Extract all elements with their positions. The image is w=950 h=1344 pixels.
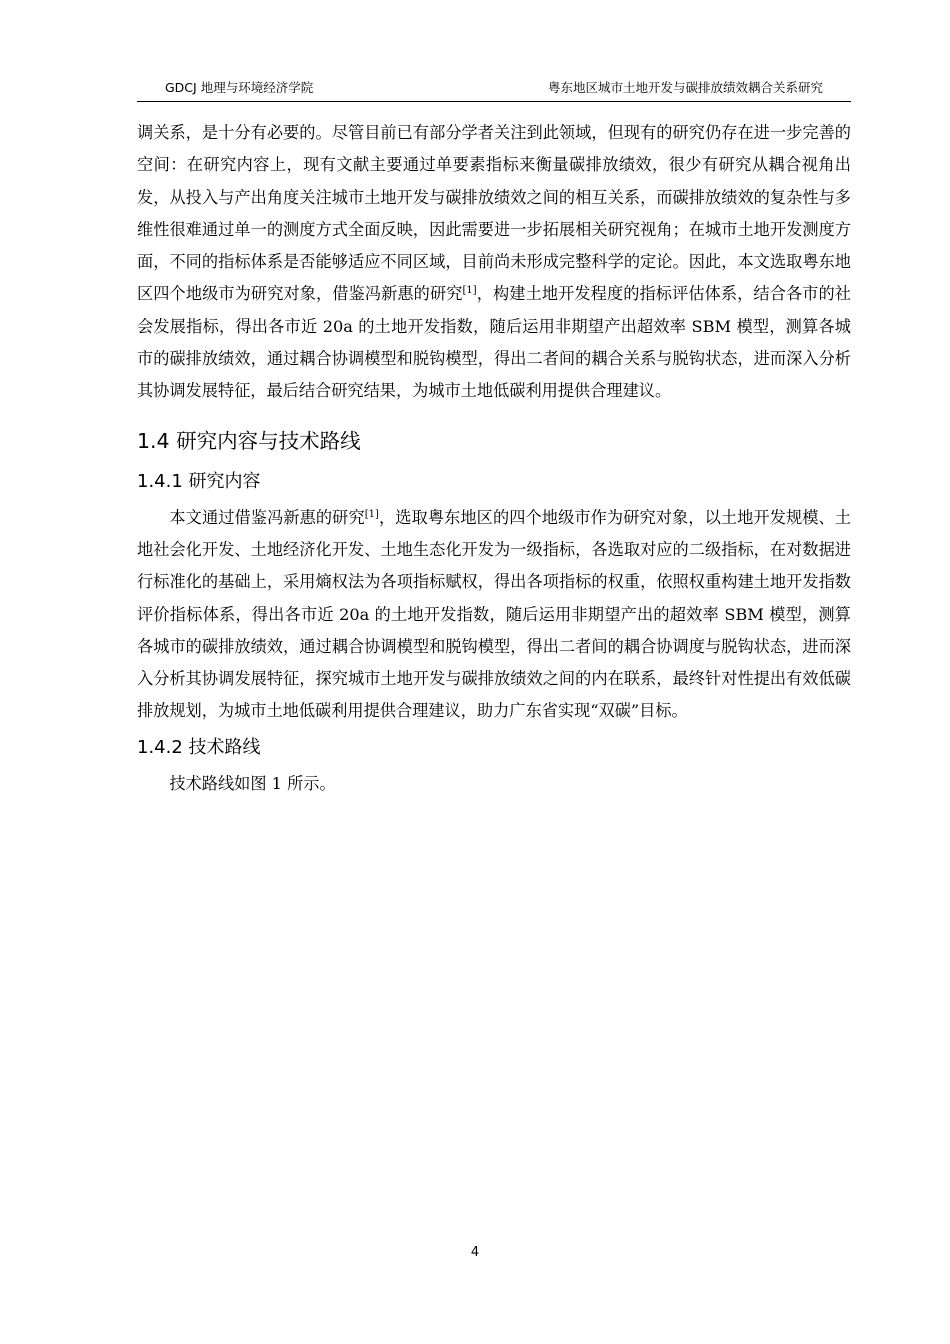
citation-marker[interactable]: [1] <box>462 285 477 297</box>
citation-marker[interactable]: [1] <box>364 508 379 520</box>
header-divider <box>137 101 851 102</box>
paragraph-continued <box>137 117 851 408</box>
paragraph-text: ，选取粤东地区的四个地级市作为研究对象，以土地开发规模、土地社会化开发、土地经济化开发、土地生态化开发为一级指标，各选取对应的二级指标，在对数据进行标准化的基础上，采用熵权法为各项指标赋权，得出各项指标的权重，依照权重构建土地开发指数评价指标体系，得出各市近 20a 的土地开发指数，随后运用非期望产出的超效率 SBM 模型，测算各城市的碳排放绩效，通过耦合协调模型和脱钩模型，得出二者间的耦合协调度与脱钩状态，进而深入分析其协调发展特征，探究城市土地开发与碳排放绩效之间的内在联系，最终针对性提出有效低碳排放规划，为城市土地低碳利用提供合理建议，助力广东省实现“双碳”目标。 <box>137 507 852 721</box>
running-header <box>137 78 851 98</box>
page-number: 4 <box>470 1245 480 1260</box>
section-heading-1-4: 1.4 研究内容与技术路线 <box>137 428 361 453</box>
paragraph-technical-route: 技术路线如图 1 所示。 <box>169 773 336 793</box>
subsection-heading-1-4-1: 1.4.1 研究内容 <box>137 470 261 492</box>
paragraph-text: 调关系，是十分有必要的。尽管目前已有部分学者关注到此领域，但现有的研究仍存在进一步完善的空间：在研究内容上，现有文献主要通过单要素指标来衡量碳排放绩效，很少有研究从耦合视角出发，从投入与产出角度关注城市土地开发与碳排放绩效之间的相互关系，而碳排放绩效的复杂性与多维性很难通过单一的测度方式全面反映，因此需要进一步拓展相关研究视角；在城市土地开发测度方面，不同的指标体系是否能够适应不同区域，目前尚未形成完整科学的定论。因此，本文选取粤东地区四个地级市为研究对象，借鉴冯新惠的研究 <box>137 123 851 304</box>
paragraph-research-content <box>137 502 851 728</box>
paragraph-text: ，构建土地开发程度的指标评估体系，结合各市的社会发展指标，得出各市近 20a 的土地开发指数，随后运用非期望产出超效率 SBM 模型，测算各城市的碳排放绩效，通过耦合协调模型和脱钩模型，得出二者间的耦合关系与脱钩状态，进而深入分析其协调发展特征，最后结合研究结果，为城市土地低碳利用提供合理建议。 <box>137 284 851 401</box>
page-body <box>137 117 851 800</box>
paragraph-text: 本文通过借鉴冯新惠的研究 <box>169 507 365 527</box>
header-right-text: 粤东地区城市土地开发与碳排放绩效耦合关系研究 <box>547 80 823 95</box>
header-left-text: GDCJ 地理与环境经济学院 <box>165 80 314 95</box>
subsection-heading-1-4-2: 1.4.2 技术路线 <box>137 736 261 758</box>
